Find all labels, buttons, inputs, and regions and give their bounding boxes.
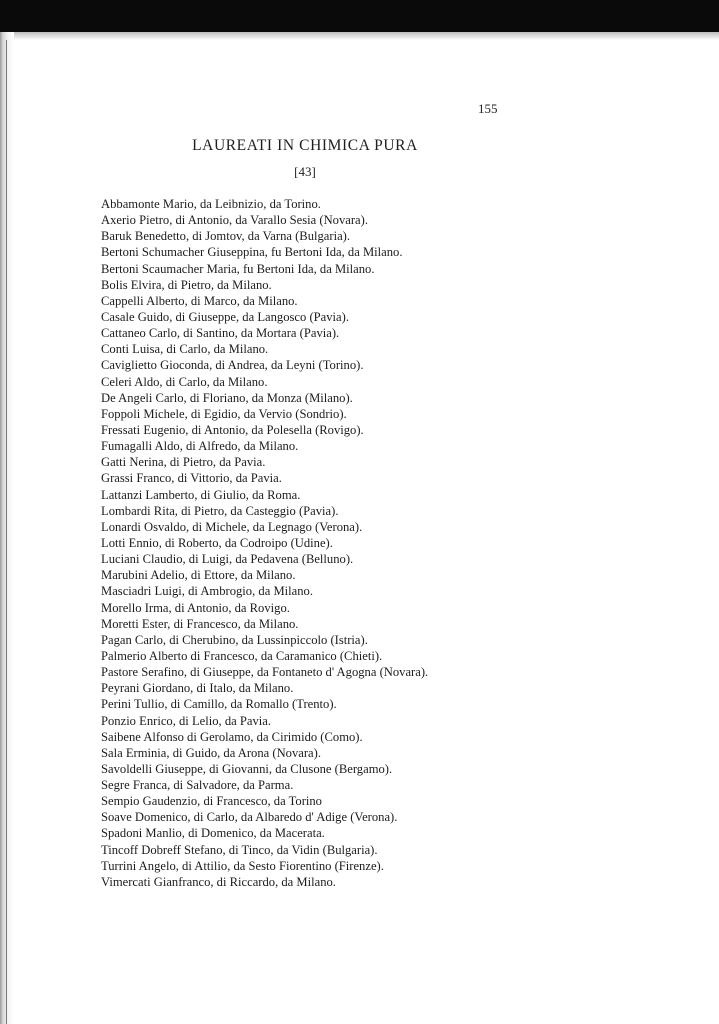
graduate-entry: Bolis Elvira, di Pietro, da Milano. — [101, 277, 272, 292]
graduate-entry: Palmerio Alberto di Francesco, da Caramanico (Chieti). — [101, 648, 383, 663]
graduate-entry: Conti Luisa, di Carlo, da Milano. — [101, 342, 269, 357]
scan-top-border — [0, 0, 719, 32]
graduate-entry: Gatti Nerina, di Pietro, da Pavia. — [101, 455, 266, 470]
graduate-entry: Saibene Alfonso di Gerolamo, da Cirimido (Como). — [101, 729, 363, 744]
graduate-count: [43] — [294, 164, 316, 179]
graduate-entry: Moretti Ester, di Francesco, da Milano. — [101, 616, 299, 631]
graduate-entry: Pastore Serafino, di Giuseppe, da Fontaneto d' Agogna (Novara). — [101, 665, 429, 680]
page-binding-edge — [0, 32, 14, 1024]
graduate-entry: Perini Tullio, di Camillo, da Romallo (Trento). — [101, 697, 337, 712]
graduate-entry: Ponzio Enrico, di Lelio, da Pavia. — [101, 713, 271, 728]
graduate-entry: Turrini Angelo, di Attilio, da Sesto Fiorentino (Firenze). — [101, 858, 384, 873]
graduate-entry: Spadoni Manlio, di Domenico, da Macerata. — [101, 826, 325, 841]
graduate-entry: Casale Guido, di Giuseppe, da Langosco (Pavia). — [101, 309, 349, 324]
graduate-entry: Bertoni Schumacher Giuseppina, fu Bertoni Ida, da Milano. — [101, 245, 403, 260]
graduate-entry: Grassi Franco, di Vittorio, da Pavia. — [101, 471, 282, 486]
page-top-shadow — [0, 32, 719, 40]
graduate-entry: De Angeli Carlo, di Floriano, da Monza (Milano). — [101, 390, 353, 405]
page-binding-line — [6, 40, 7, 1024]
graduate-entry: Cappelli Alberto, di Marco, da Milano. — [101, 293, 298, 308]
graduate-entry: Soave Domenico, di Carlo, da Albaredo d' Adige (Verona). — [101, 810, 398, 825]
graduate-entry: Savoldelli Giuseppe, di Giovanni, da Clusone (Bergamo). — [101, 761, 393, 776]
graduates-list — [101, 196, 661, 890]
graduate-entry: Pagan Carlo, di Cherubino, da Lussinpiccolo (Istria). — [101, 632, 368, 647]
graduate-entry: Peyrani Giordano, di Italo, da Milano. — [101, 681, 294, 696]
graduate-entry: Lotti Ennio, di Roberto, da Codroipo (Udine). — [101, 535, 333, 550]
graduate-entry: Masciadri Luigi, di Ambrogio, da Milano. — [101, 584, 313, 599]
page-title: LAUREATI IN CHIMICA PURA — [192, 137, 418, 154]
graduate-entry: Cattaneo Carlo, di Santino, da Mortara (Pavia). — [101, 326, 340, 341]
graduate-entry: Segre Franca, di Salvadore, da Parma. — [101, 778, 294, 793]
graduate-entry: Morello Irma, di Antonio, da Rovigo. — [101, 600, 290, 615]
graduate-entry: Lombardi Rita, di Pietro, da Casteggio (Pavia). — [101, 503, 339, 518]
graduate-entry: Foppoli Michele, di Egidio, da Vervio (Sondrio). — [101, 406, 347, 421]
graduate-entry: Sempio Gaudenzio, di Francesco, da Torino — [101, 794, 322, 809]
graduate-entry: Sala Erminia, di Guido, da Arona (Novara). — [101, 745, 321, 760]
graduate-entry: Baruk Benedetto, di Jomtov, da Varna (Bulgaria). — [101, 229, 351, 244]
graduate-entry: Lattanzi Lamberto, di Giulio, da Roma. — [101, 487, 301, 502]
graduate-entry: Tincoff Dobreff Stefano, di Tinco, da Vidin (Bulgaria). — [101, 842, 378, 857]
graduate-entry: Luciani Claudio, di Luigi, da Pedavena (Belluno). — [101, 552, 354, 567]
graduate-entry: Marubini Adelio, di Ettore, da Milano. — [101, 568, 296, 583]
graduate-entry: Fumagalli Aldo, di Alfredo, da Milano. — [101, 439, 299, 454]
graduate-entry: Vimercati Gianfranco, di Riccardo, da Milano. — [101, 874, 336, 889]
graduate-entry: Caviglietto Gioconda, di Andrea, da Leyni (Torino). — [101, 358, 364, 373]
graduate-entry: Bertoni Scaumacher Maria, fu Bertoni Ida, da Milano. — [101, 261, 375, 276]
graduate-entry: Lonardi Osvaldo, di Michele, da Legnago (Verona). — [101, 519, 363, 534]
page-number: 155 — [478, 101, 498, 116]
graduate-entry: Celeri Aldo, di Carlo, da Milano. — [101, 374, 268, 389]
graduate-entry: Fressati Eugenio, di Antonio, da Polesella (Rovigo). — [101, 422, 364, 437]
graduate-entry: Axerio Pietro, di Antonio, da Varallo Sesia (Novara). — [101, 213, 368, 228]
graduate-entry: Abbamonte Mario, da Leibnizio, da Torino. — [101, 197, 321, 211]
